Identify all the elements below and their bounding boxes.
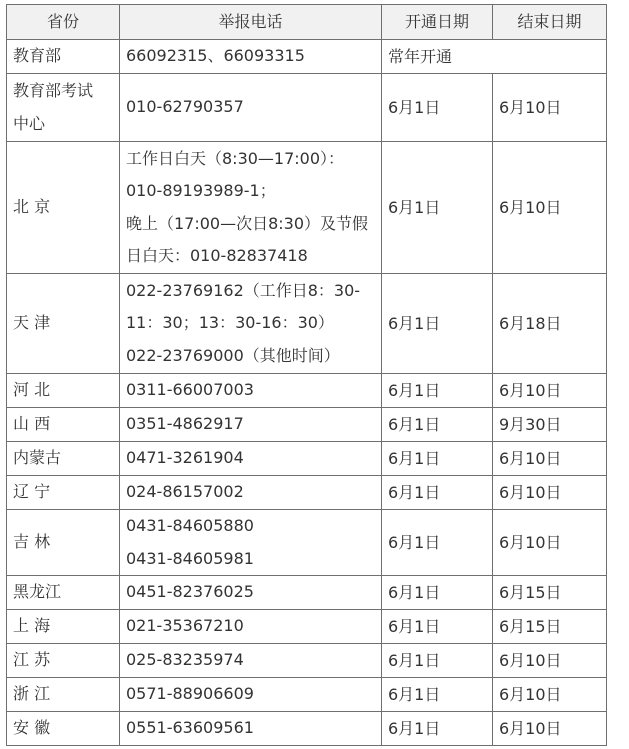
province-cell-line: 教育部考试: [13, 81, 94, 100]
phone-cell-line: 0571-88906609: [126, 684, 254, 704]
phone-cell: [120, 510, 382, 576]
open-date-cell: 6月1日: [382, 274, 493, 374]
end-date-cell: 6月10日: [493, 476, 607, 510]
end-date-cell: 6月18日: [493, 274, 607, 374]
phone-cell: [120, 40, 382, 74]
phone-cell: [120, 644, 382, 678]
phone-cell: [120, 610, 382, 644]
province-cell-line: 教育部: [13, 46, 62, 66]
phone-cell-line: 工作日白天（8:30—17:00）：: [126, 148, 345, 168]
phone-cell: [120, 442, 382, 476]
open-date-cell: 6月1日: [382, 142, 493, 274]
phone-cell-line: 0431-84605981: [126, 548, 254, 568]
phone-cell-line: 晚上（17:00—次日8:30）及节假: [126, 213, 369, 233]
phone-cell-line: 021-35367210: [126, 616, 244, 636]
province-cell-line: 黑龙江: [13, 582, 62, 602]
province-cell-line: 北 京: [13, 197, 51, 217]
phone-cell: [120, 408, 382, 442]
end-date-cell: 6月10日: [493, 74, 607, 142]
province-cell-line: 中心: [13, 113, 46, 133]
table-body: [7, 40, 607, 746]
phone-cell: [120, 274, 382, 374]
end-date-cell: 6月10日: [493, 712, 607, 746]
phone-cell-line: 0431-84605880: [126, 516, 254, 535]
phone-cell-line: 022-23769000（其他时间）: [126, 345, 340, 365]
end-date-cell: 9月30日: [493, 408, 607, 442]
province-cell-line: 河 北: [13, 380, 51, 400]
open-date-cell: 6月1日: [382, 576, 493, 610]
open-date-cell: 6月1日: [382, 374, 493, 408]
open-date-cell: 常年开通: [382, 40, 607, 74]
table-row: [7, 510, 607, 576]
phone-cell: [120, 142, 382, 274]
end-date-cell: 6月15日: [493, 576, 607, 610]
phone-cell-line: 0471-3261904: [126, 448, 244, 468]
table-row: [7, 576, 607, 610]
province-cell: [7, 274, 120, 374]
end-date-cell: 6月10日: [493, 442, 607, 476]
province-cell: [7, 576, 120, 610]
province-cell-line: 内蒙古: [13, 448, 62, 468]
end-date-cell: 6月10日: [493, 510, 607, 576]
table-row: [7, 610, 607, 644]
phone-cell-line: 010-62790357: [126, 97, 244, 117]
phone-cell-line: 022-23769162（工作日8：30-: [126, 280, 361, 300]
table-row: [7, 678, 607, 712]
end-date-cell: 6月10日: [493, 678, 607, 712]
header-phone: 举报电话: [120, 5, 382, 40]
table-row: [7, 142, 607, 274]
phone-cell-line: 025-83235974: [126, 650, 244, 670]
province-cell: [7, 678, 120, 712]
table-row: [7, 476, 607, 510]
province-cell-line: 吉 林: [13, 532, 51, 552]
province-cell: [7, 712, 120, 746]
open-date-cell: 6月1日: [382, 678, 493, 712]
phone-cell: [120, 678, 382, 712]
table-row: [7, 712, 607, 746]
header-open-date: 开通日期: [382, 5, 493, 40]
table-row: [7, 442, 607, 476]
phone-cell: [120, 576, 382, 610]
province-cell-line: 上 海: [13, 616, 51, 636]
phone-cell-line: 66092315、66093315: [126, 46, 305, 66]
table-row: [7, 74, 607, 142]
province-cell: [7, 476, 120, 510]
table-row: [7, 40, 607, 74]
end-date-cell: 6月15日: [493, 610, 607, 644]
open-date-cell: 6月1日: [382, 476, 493, 510]
table-row: [7, 408, 607, 442]
province-cell: [7, 374, 120, 408]
province-cell-line: 山 西: [13, 414, 51, 434]
phone-cell: [120, 712, 382, 746]
phone-cell-line: 0311-66007003: [126, 380, 254, 400]
province-cell: [7, 610, 120, 644]
province-cell: [7, 74, 120, 142]
table-row: [7, 374, 607, 408]
province-cell-line: 辽 宁: [13, 482, 51, 502]
open-date-cell: 6月1日: [382, 74, 493, 142]
end-date-cell: 6月10日: [493, 374, 607, 408]
province-cell: [7, 40, 120, 74]
phone-cell: [120, 476, 382, 510]
open-date-cell: 6月1日: [382, 644, 493, 678]
province-cell: [7, 644, 120, 678]
phone-cell-line: 0351-4862917: [126, 414, 244, 434]
table-row: [7, 274, 607, 374]
province-cell: [7, 442, 120, 476]
phone-cell-line: 024-86157002: [126, 482, 244, 502]
phone-cell-line: 日白天：010-82837418: [126, 246, 308, 265]
phone-cell-line: 11：30；13：30-16：30）: [126, 313, 334, 333]
province-cell: [7, 142, 120, 274]
phone-cell: [120, 374, 382, 408]
province-cell: [7, 408, 120, 442]
province-cell-line: 天 津: [13, 313, 51, 333]
table-row: [7, 644, 607, 678]
hotline-table: [6, 4, 607, 746]
phone-cell-line: 0451-82376025: [126, 582, 254, 602]
end-date-cell: 6月10日: [493, 142, 607, 274]
province-cell-line: 浙 江: [13, 684, 51, 704]
header-province: 省份: [7, 5, 120, 40]
province-cell-line: 安 徽: [13, 718, 51, 738]
header-row: [7, 5, 607, 40]
end-date-cell: 6月10日: [493, 644, 607, 678]
phone-cell: [120, 74, 382, 142]
open-date-cell: 6月1日: [382, 442, 493, 476]
table-header: [7, 5, 607, 40]
province-cell: [7, 510, 120, 576]
open-date-cell: 6月1日: [382, 610, 493, 644]
open-date-cell: 6月1日: [382, 510, 493, 576]
header-end-date: 结束日期: [493, 5, 607, 40]
province-cell-line: 江 苏: [13, 650, 51, 670]
phone-cell-line: 010-89193989-1；: [126, 181, 276, 200]
phone-cell-line: 0551-63609561: [126, 718, 254, 738]
open-date-cell: 6月1日: [382, 408, 493, 442]
open-date-cell: 6月1日: [382, 712, 493, 746]
